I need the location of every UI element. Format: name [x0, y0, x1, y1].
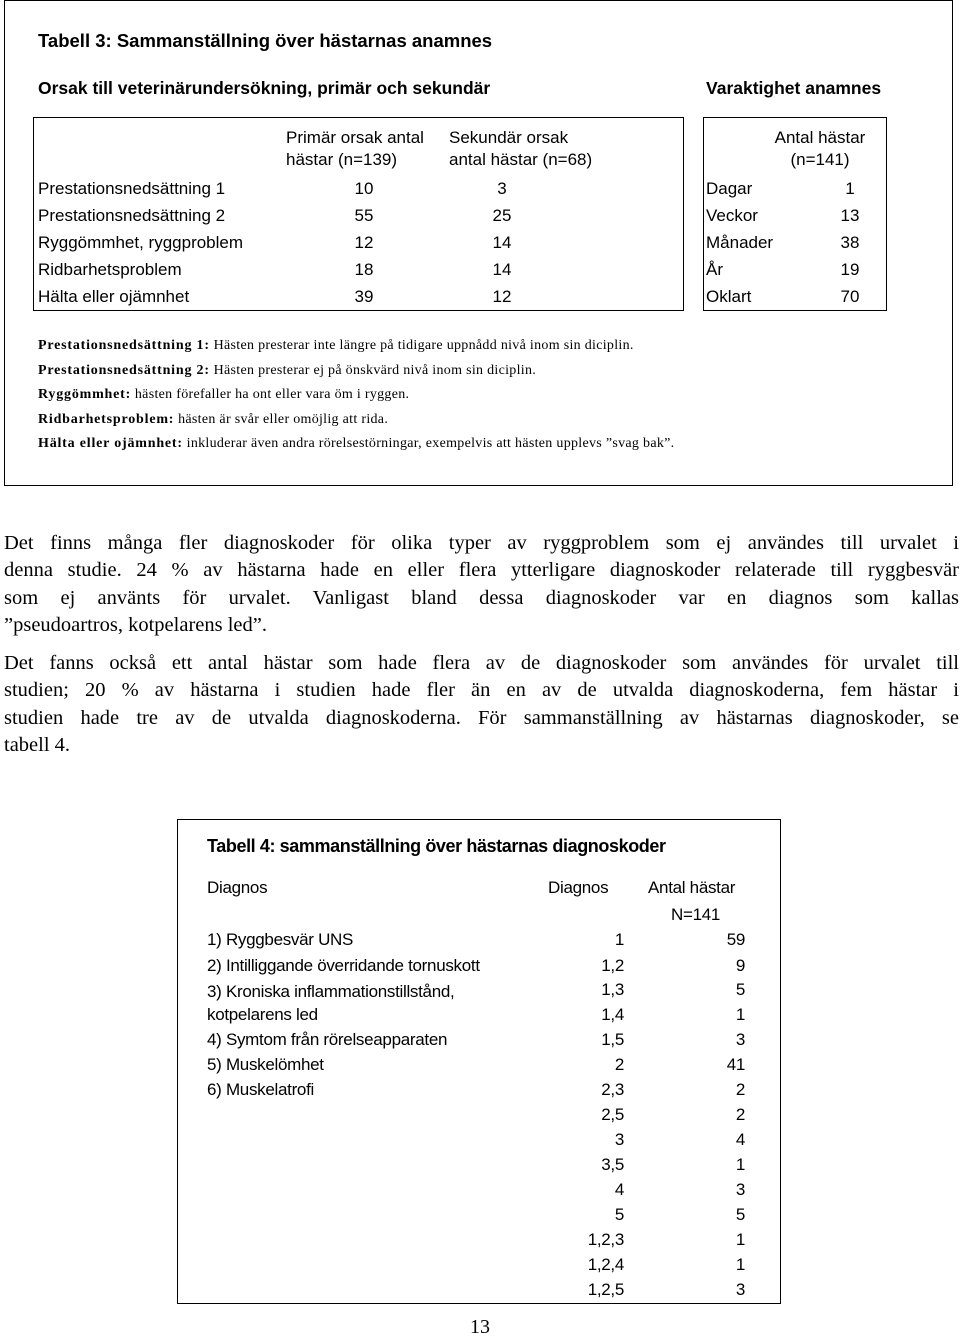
combination-count: 3: [735, 1280, 745, 1299]
duration-label: År: [706, 260, 723, 279]
combination-count: 3: [735, 1180, 745, 1199]
note-text: hästen är svår eller omöjlig att rida.: [174, 411, 389, 427]
paragraph-line: studien; 20 % av hästarna i studien hade fler än en av de utvalda diagnoskoderna, fem hästar i: [4, 679, 959, 702]
note-term: Prestationsnedsättning 2:: [38, 362, 210, 378]
row-secondary: 12: [492, 287, 512, 306]
combination-codes: 3,5: [601, 1155, 624, 1174]
body-paragraph-1: [4, 530, 959, 639]
col-primary-line2: hästar (n=139): [286, 150, 398, 169]
table3-right-heading: Varaktighet anamnes: [706, 78, 882, 98]
row-primary: 10: [354, 179, 374, 198]
note-term: Prestationsnedsättning 1:: [38, 338, 210, 353]
note-item: [38, 387, 674, 412]
body-paragraph-2: [4, 650, 959, 759]
combination-count: 4: [735, 1130, 745, 1149]
combination-count: 5: [735, 1205, 745, 1224]
row-label: Ridbarhetsproblem: [38, 260, 182, 279]
note-text: Hästen presterar inte längre på tidigare uppnådd nivå inom sin diciplin.: [209, 338, 634, 353]
combination-codes: 2,5: [601, 1105, 624, 1124]
diagnosis-item: 5) Muskelömhet: [207, 1055, 324, 1074]
note-term: Ridbarhetsproblem:: [38, 411, 175, 427]
note-item: [38, 338, 674, 363]
combination-count: 59: [726, 930, 745, 949]
diagnosis-item: 4) Symtom från rörelseapparaten: [207, 1030, 448, 1049]
col-duration-line2: (n=141): [790, 150, 850, 169]
combination-codes: 5: [614, 1205, 624, 1224]
note-text: Hästen presterar ej på önskvärd nivå inom sin diciplin.: [209, 362, 537, 378]
combination-codes: 1: [614, 930, 624, 949]
paragraph-line: ”pseudoartros, kotpelarens led”.: [4, 613, 267, 636]
combination-codes: 2: [614, 1055, 624, 1074]
duration-label: Veckor: [706, 206, 758, 225]
note-item: [38, 412, 674, 437]
duration-label: Oklart: [706, 287, 752, 306]
row-primary: 12: [354, 233, 374, 252]
combination-codes: 1,2,4: [587, 1255, 624, 1274]
combination-count: 9: [735, 956, 745, 975]
table3-left-heading: Orsak till veterinärundersökning, primär och sekundär: [38, 78, 491, 98]
row-primary: 18: [354, 260, 374, 279]
duration-count: 38: [840, 233, 860, 252]
duration-count: 70: [840, 287, 860, 306]
diagnosis-item: kotpelarens led: [207, 1005, 318, 1024]
combination-count: 1: [735, 1005, 745, 1024]
note-item: [38, 363, 674, 388]
combination-codes: 1,2: [601, 956, 624, 975]
row-label: Prestationsnedsättning 2: [38, 206, 226, 225]
col-duration-line1: Antal hästar: [774, 128, 866, 147]
diagnosis-item: 3) Kroniska inflammationstillstånd,: [207, 982, 455, 1001]
duration-label: Månader: [706, 233, 774, 252]
paragraph-line: studien hade tre av de utvalda diagnoskoderna. För sammanställning av hästarnas diagnoskoder, se: [4, 706, 959, 729]
row-label: Hälta eller ojämnhet: [38, 287, 190, 306]
paragraph-line: Det fanns också ett antal hästar som hade flera av de diagnoskoder som användes för urvalet till: [4, 652, 959, 674]
table3-notes: [38, 338, 674, 461]
paragraph-line: tabell 4.: [4, 733, 71, 756]
note-term: Hälta eller ojämnhet:: [38, 436, 183, 451]
duration-label: Dagar: [706, 179, 753, 198]
combination-count: 2: [735, 1105, 745, 1124]
table4-col-codes: Diagnos: [548, 878, 609, 897]
row-secondary: 25: [492, 206, 512, 225]
combination-codes: 1,3: [601, 980, 624, 999]
col-secondary-line2: antal hästar (n=68): [449, 150, 593, 169]
row-label: Prestationsnedsättning 1: [38, 179, 226, 198]
combination-codes: 2,3: [601, 1080, 624, 1099]
table4-col-count-line1: Antal hästar: [648, 878, 736, 897]
note-item: [38, 436, 674, 461]
paragraph-line: som ej använts för urvalet. Vanligast bland dessa diagnoskoder var en diagnos som kallas: [4, 586, 959, 609]
combination-codes: 1,5: [601, 1030, 624, 1049]
row-secondary: 14: [492, 233, 512, 252]
table4-col-diagnosis: Diagnos: [207, 878, 268, 897]
table4-col-count-line2: N=141: [671, 905, 721, 924]
paragraph-line: Det finns många fler diagnoskoder för olika typer av ryggproblem som ej användes till urvalet i: [4, 532, 959, 554]
combination-count: 1: [735, 1230, 745, 1249]
diagnosis-item: 1) Ryggbesvär UNS: [207, 930, 354, 949]
combination-count: 1: [735, 1255, 745, 1274]
combination-count: 1: [735, 1155, 745, 1174]
table3-title: Tabell 3: Sammanställning över hästarnas anamnes: [38, 30, 493, 51]
combination-codes: 4: [614, 1180, 624, 1199]
note-text: hästen förefaller ha ont eller vara öm i ryggen.: [131, 387, 410, 402]
paragraph-line: denna studie. 24 % av hästarna hade en eller flera ytterligare diagnoskoder relaterade till ryggbesvär: [4, 559, 959, 582]
combination-codes: 1,4: [601, 1005, 624, 1024]
note-term: Ryggömmhet:: [38, 387, 132, 402]
combination-count: 2: [735, 1080, 745, 1099]
combination-codes: 1,2,3: [587, 1230, 624, 1249]
diagnosis-item: 6) Muskelatrofi: [207, 1080, 314, 1099]
diagnosis-item: 2) Intilliggande överridande tornuskott: [207, 956, 480, 975]
table4-title: Tabell 4: sammanställning över hästarnas diagnoskoder: [207, 836, 666, 856]
row-primary: 55: [354, 206, 374, 225]
col-secondary-line1: Sekundär orsak: [449, 128, 569, 147]
combination-count: 5: [735, 980, 745, 999]
row-primary: 39: [354, 287, 374, 306]
row-label: Ryggömmhet, ryggproblem: [38, 233, 244, 252]
combination-codes: 1,2,5: [587, 1280, 624, 1299]
combination-count: 41: [726, 1055, 745, 1074]
duration-count: 1: [845, 179, 855, 198]
duration-count: 13: [840, 206, 860, 225]
row-secondary: 14: [492, 260, 512, 279]
combination-count: 3: [735, 1030, 745, 1049]
page-number: 13: [470, 1316, 490, 1338]
combination-codes: 3: [614, 1130, 624, 1149]
row-secondary: 3: [497, 179, 507, 198]
duration-count: 19: [840, 260, 860, 279]
col-primary-line1: Primär orsak antal: [286, 128, 424, 147]
note-text: inkluderar även andra rörelsestörningar, exempelvis att hästen upplevs ”svag bak”.: [182, 436, 675, 451]
